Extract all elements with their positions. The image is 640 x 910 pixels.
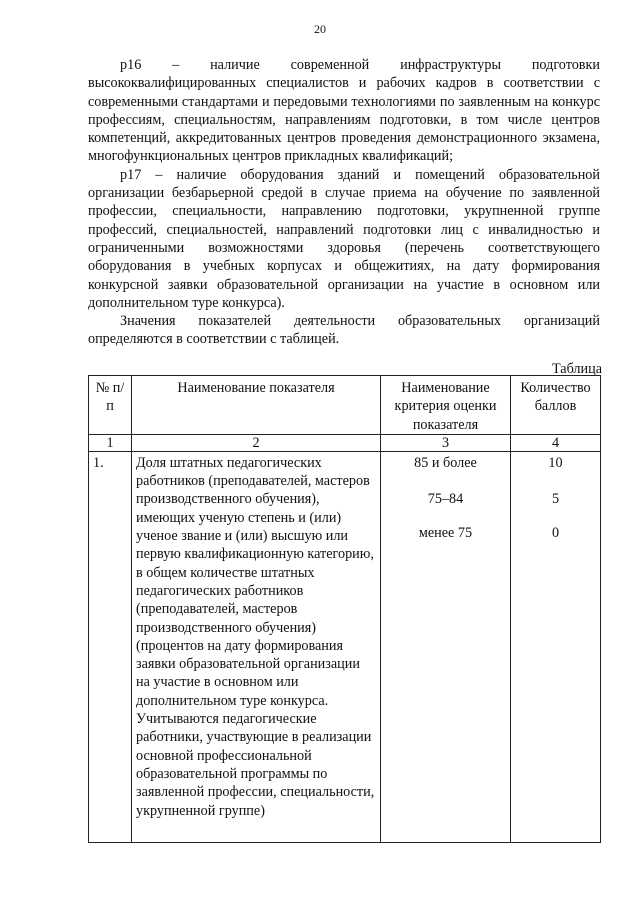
header-num: № п/п (89, 376, 132, 435)
body-text (88, 56, 600, 349)
column-number: 1 (89, 434, 132, 451)
criterion-value: 75–84 (427, 491, 464, 508)
criterion-value: менее 75 (418, 525, 473, 542)
header-criterion: Наименование критерия оценки показателя (381, 376, 511, 435)
table-caption: Таблица (551, 361, 602, 377)
column-number: 4 (511, 434, 601, 451)
indicators-table (88, 375, 601, 843)
table-header-row (89, 376, 601, 435)
row-points (511, 451, 601, 842)
column-number: 3 (381, 434, 511, 451)
page-number: 20 (314, 22, 326, 36)
column-number-row (89, 434, 601, 451)
row-num: 1. (89, 451, 132, 842)
table-row (89, 451, 601, 842)
row-indicator-name: Доля штатных педагогических работников (преподавателей, мастеров производственного обучения), имеющих ученую степень и (или) ученое звание и (или) высшую или первую квалификационную категорию, в общем количестве штатных педагогических работников (преподавателей, мастеров производственного обучения) (процентов на дату формирования заявки образовательной организации на участие в основном или дополнительном туре конкурса. Учитываются педагогические работники, участвующие в реализации основной профессиональной образовательной программы по заявленной профессии, специальности, укрупненной группе) (132, 451, 381, 842)
paragraph-p16: р16 – наличие современной инфраструктуры подготовки высококвалифицированных специалистов и рабочих кадров в соответствии с современными стандартами и передовыми технологиями по заявленным на конкурс профессиям, специальностям, направлениям подготовки, в том числе центров компетенций, аккредитованных центров проведения демонстрационного экзамена, многофункциональных центров прикладных квалификаций; (88, 57, 600, 165)
points-value: 5 (551, 491, 560, 508)
paragraph-table-intro: Значения показателей деятельности образовательных организаций определяются в соответствии с таблицей. (88, 313, 600, 348)
criterion-value: 85 и более (414, 454, 477, 471)
header-name: Наименование показателя (132, 376, 381, 435)
header-points: Количество баллов (511, 376, 601, 435)
row-criteria (381, 451, 511, 842)
column-number: 2 (132, 434, 381, 451)
points-value: 0 (551, 525, 560, 542)
paragraph-p17: р17 – наличие оборудования зданий и помещений образовательной организации безбарьерной средой в случае приема на обучение по заявленной профессии, специальности, направлению подготовки, укрупненной группе профессий, специальностей, направлений подготовки лиц с инвалидностью и ограниченными возможностями здоровья (перечень соответствующего оборудования в учебных корпусах и общежитиях, на дату формирования конкурсной заявки образовательной организации на участие в основном или дополнительном туре конкурса). (88, 166, 600, 311)
points-value: 10 (548, 454, 563, 471)
